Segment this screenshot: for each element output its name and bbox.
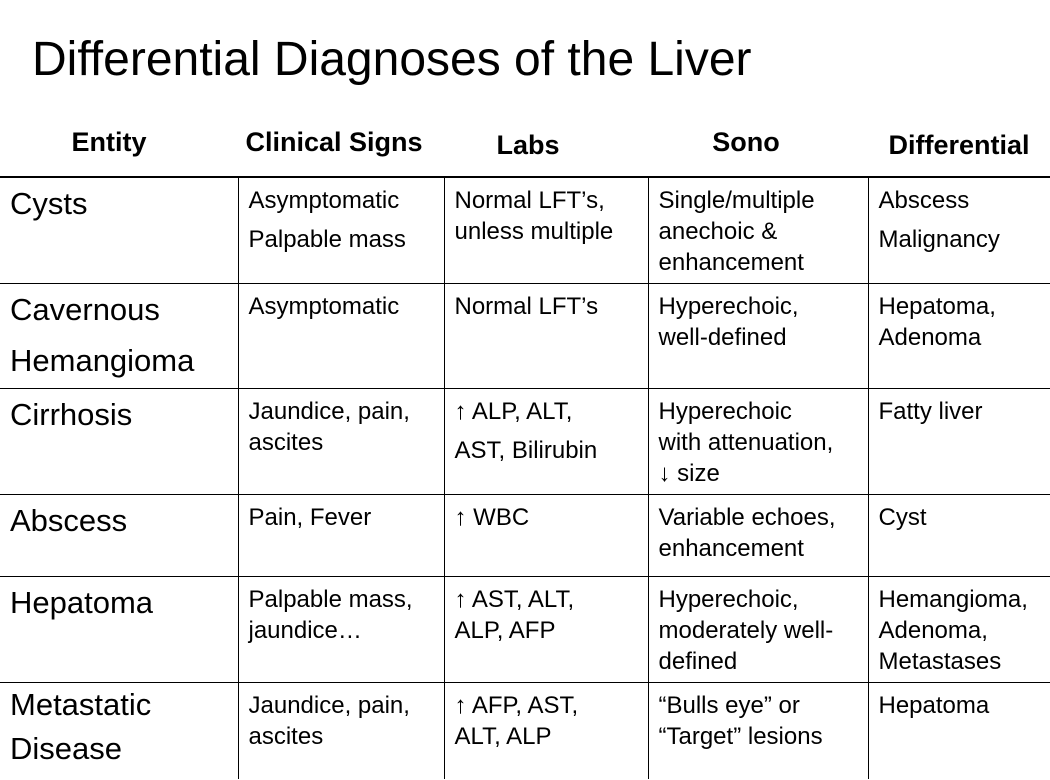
entity-name: Abscess [10, 502, 128, 538]
clinical-signs-cell [238, 494, 444, 576]
labs-cell [444, 494, 648, 576]
sono-cell [648, 494, 868, 576]
differential-text: Fatty liver [878, 397, 983, 425]
differential-text: Adenoma, [878, 616, 988, 644]
table-row [0, 682, 1050, 779]
sono-text: ↓ size [658, 459, 720, 487]
sono-text: moderately well- [658, 616, 834, 644]
table-row [0, 177, 1050, 283]
sono-text: “Target” lesions [658, 722, 823, 750]
differential-cell [868, 682, 1050, 779]
table-row [0, 576, 1050, 682]
labs-text: unless multiple [454, 218, 614, 245]
table-row [0, 283, 1050, 388]
entity-cell [0, 388, 238, 494]
labs-text: Normal LFT’s [454, 292, 599, 320]
labs-text: ALP, AFP [454, 616, 556, 644]
entity-cell [0, 494, 238, 576]
sono-cell [648, 388, 868, 494]
clinical-text: Pain, Fever [248, 503, 372, 531]
differential-cell [868, 576, 1050, 682]
labs-text: Normal LFT’s, [454, 187, 605, 214]
differential-text: Malignancy [878, 226, 1000, 253]
labs-text: ↑ WBC [454, 503, 530, 531]
differential-cell [868, 177, 1050, 283]
labs-cell [444, 177, 648, 283]
differential-cell [868, 283, 1050, 388]
clinical-text: Jaundice, pain, [248, 691, 410, 719]
entity-cell [0, 283, 238, 388]
differential-cell [868, 494, 1050, 576]
clinical-text: Palpable mass [248, 226, 406, 253]
sono-text: Hyperechoic [658, 397, 792, 425]
page-title: Differential Diagnoses of the Liver [32, 33, 752, 86]
labs-cell [444, 283, 648, 388]
sono-text: enhancement [658, 534, 804, 562]
differential-cell [868, 388, 1050, 494]
header-sono: Sono [712, 127, 780, 157]
labs-text: ALT, ALP [454, 722, 552, 750]
header-entity: Entity [71, 127, 147, 157]
differential-text: Hepatoma, [878, 292, 996, 320]
sono-cell [648, 283, 868, 388]
clinical-signs-cell [238, 388, 444, 494]
clinical-text: ascites [248, 428, 324, 456]
table-row [0, 494, 1050, 576]
differential-text: Metastases [878, 647, 1002, 675]
header-clinical-signs: Clinical Signs [245, 127, 423, 157]
sono-text: enhancement [658, 249, 804, 276]
differential-text: Cyst [878, 503, 927, 531]
entity-cell [0, 682, 238, 779]
entity-name: Cysts [10, 186, 88, 221]
clinical-signs-cell [238, 682, 444, 779]
diagnosis-table [0, 176, 1050, 779]
clinical-text: jaundice… [248, 616, 362, 644]
entity-cell [0, 177, 238, 283]
clinical-text: ascites [248, 722, 324, 750]
sono-cell [648, 682, 868, 779]
header-labs: Labs [496, 130, 560, 160]
entity-name: Cirrhosis [10, 396, 133, 432]
clinical-text: Asymptomatic [248, 292, 400, 320]
sono-text: well-defined [658, 323, 787, 351]
entity-name: Metastatic [10, 686, 152, 722]
clinical-signs-cell [238, 283, 444, 388]
labs-text: ↑ AFP, AST, [454, 691, 579, 719]
header-differential: Differential [888, 130, 1030, 160]
labs-text: ↑ AST, ALT, [454, 585, 575, 613]
labs-cell [444, 576, 648, 682]
sono-text: with attenuation, [658, 428, 834, 456]
sono-text: Hyperechoic, [658, 585, 799, 613]
entity-cell [0, 576, 238, 682]
entity-name: Hemangioma [10, 342, 195, 378]
entity-name: Hepatoma [10, 584, 154, 620]
clinical-text: Palpable mass, [248, 585, 413, 613]
clinical-signs-cell [238, 576, 444, 682]
sono-text: defined [658, 647, 738, 675]
clinical-signs-cell [238, 177, 444, 283]
differential-text: Hemangioma, [878, 585, 1028, 613]
differential-text: Adenoma [878, 323, 982, 351]
entity-name: Cavernous [10, 291, 160, 327]
sono-cell [648, 576, 868, 682]
sono-cell [648, 177, 868, 283]
labs-cell [444, 388, 648, 494]
labs-text: ↑ ALP, ALT, [454, 397, 573, 425]
labs-cell [444, 682, 648, 779]
clinical-text: Asymptomatic [248, 187, 400, 214]
sono-text: Hyperechoic, [658, 292, 799, 320]
entity-name: Disease [10, 730, 122, 766]
sono-text: anechoic & [658, 218, 778, 245]
sono-text: Variable echoes, [658, 503, 836, 531]
differential-text: Hepatoma [878, 691, 990, 719]
sono-text: Single/multiple [658, 187, 815, 214]
sono-text: “Bulls eye” or [658, 691, 800, 719]
table-row [0, 388, 1050, 494]
clinical-text: Jaundice, pain, [248, 397, 410, 425]
labs-text: AST, Bilirubin [454, 436, 598, 464]
differential-text: Abscess [878, 187, 970, 214]
